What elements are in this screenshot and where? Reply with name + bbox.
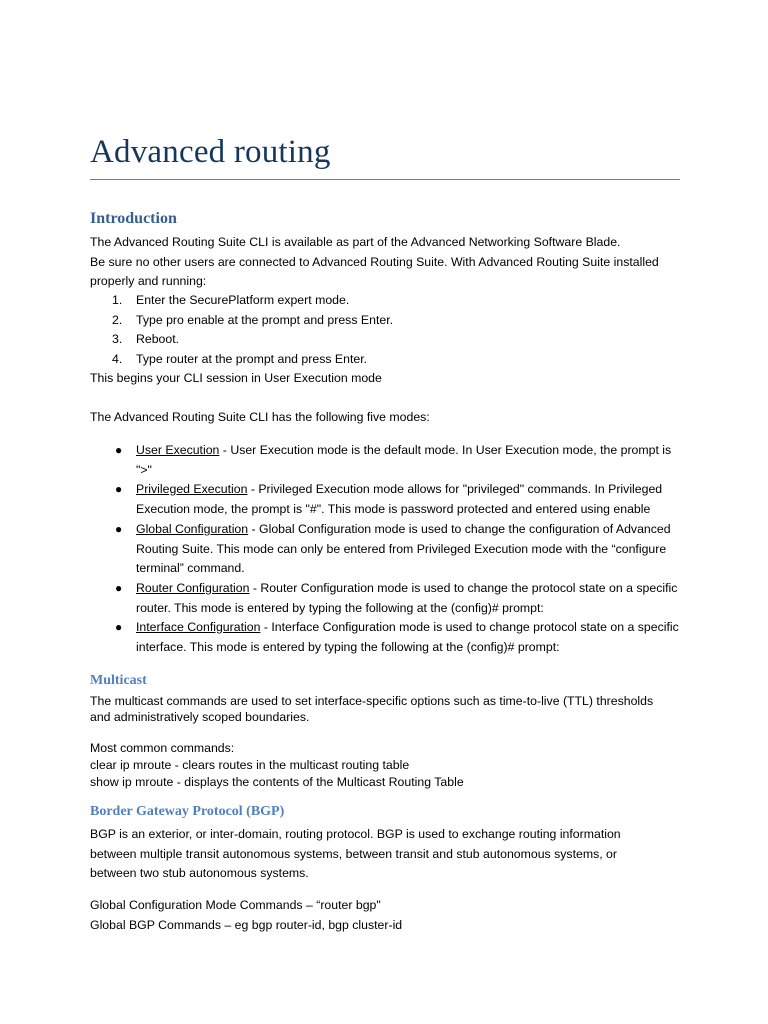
command-show-ip-mroute: show ip mroute - displays the contents of the Multicast Routing Table — [90, 775, 464, 789]
multicast-line-1: The multicast commands are used to set interface-specific options such as time-to-live (TTL) thresholds — [90, 694, 654, 708]
mode-name: Global Configuration — [136, 522, 249, 536]
bullet-icon: ● — [115, 620, 123, 634]
modes-intro: The Advanced Routing Suite CLI has the following five modes: — [90, 410, 430, 424]
after-steps-text: This begins your CLI session in User Execution mode — [90, 371, 382, 385]
list-text — [136, 480, 681, 519]
bullet-icon: ● — [115, 443, 123, 457]
mode-name: Router Configuration — [136, 581, 250, 595]
list-text: Reboot. — [136, 332, 180, 346]
mode-desc: - Interface Configuration mode is used to change protocol state on a specific interface. This mode is entered by typing the following at the (config)# prompt: — [136, 620, 679, 654]
list-number: 2. — [112, 313, 123, 327]
bgp-global-commands: Global BGP Commands – eg bgp router-id, bgp cluster-id — [90, 918, 403, 932]
bullet-icon: ● — [115, 482, 123, 496]
bgp-line-1: BGP is an exterior, or inter-domain, routing protocol. BGP is used to exchange routing information — [90, 827, 621, 841]
bullet-icon: ● — [115, 522, 123, 536]
multicast-line-2: and administratively scoped boundaries. — [90, 710, 310, 724]
command-clear-ip-mroute: clear ip mroute - clears routes in the multicast routing table — [90, 758, 410, 772]
common-commands-label: Most common commands: — [90, 741, 235, 755]
intro-line-2: Be sure no other users are connected to Advanced Routing Suite. With Advanced Routing Suite installed — [90, 255, 659, 269]
mode-desc: - Privileged Execution mode allows for "privileged" commands. In Privileged Execution mode, the prompt is "#". This mode is password protected and entered using enable — [136, 482, 663, 516]
list-number: 1. — [112, 293, 123, 307]
mode-name: Interface Configuration — [136, 620, 261, 634]
list-text — [136, 441, 681, 480]
mode-name: Privileged Execution — [136, 482, 248, 496]
list-number: 4. — [112, 352, 123, 366]
heading-multicast: Multicast — [90, 673, 147, 688]
heading-bgp: Border Gateway Protocol (BGP) — [90, 804, 285, 819]
bgp-line-2: between multiple transit autonomous systems, between transit and stub autonomous systems, or — [90, 847, 617, 861]
mode-desc: - Global Configuration mode is used to change the configuration of Advanced Routing Suite. This mode can only be entered from Privileged Execution mode with the “configure terminal” command. — [136, 522, 671, 575]
bullet-icon: ● — [115, 581, 123, 595]
intro-line-3: properly and running: — [90, 274, 207, 288]
list-text: Enter the SecurePlatform expert mode. — [136, 293, 350, 307]
list-text — [136, 618, 681, 657]
mode-name: User Execution — [136, 443, 220, 457]
heading-introduction: Introduction — [90, 210, 177, 227]
list-text: Type pro enable at the prompt and press Enter. — [136, 313, 394, 327]
title-divider — [90, 179, 680, 180]
list-text — [136, 520, 681, 579]
mode-desc: - User Execution mode is the default mode. In User Execution mode, the prompt is ">" — [136, 443, 672, 477]
document-title: Advanced routing — [90, 134, 331, 170]
list-text: Type router at the prompt and press Enter. — [136, 352, 368, 366]
mode-desc: - Router Configuration mode is used to change the protocol state on a specific router. This mode is entered by typing the following at the (config)# prompt: — [136, 581, 678, 615]
list-text — [136, 579, 681, 618]
intro-line-1: The Advanced Routing Suite CLI is available as part of the Advanced Networking Software Blade. — [90, 235, 621, 249]
bgp-global-mode: Global Configuration Mode Commands – “router bgp" — [90, 898, 381, 912]
list-number: 3. — [112, 332, 123, 346]
bgp-line-3: between two stub autonomous systems. — [90, 866, 309, 880]
